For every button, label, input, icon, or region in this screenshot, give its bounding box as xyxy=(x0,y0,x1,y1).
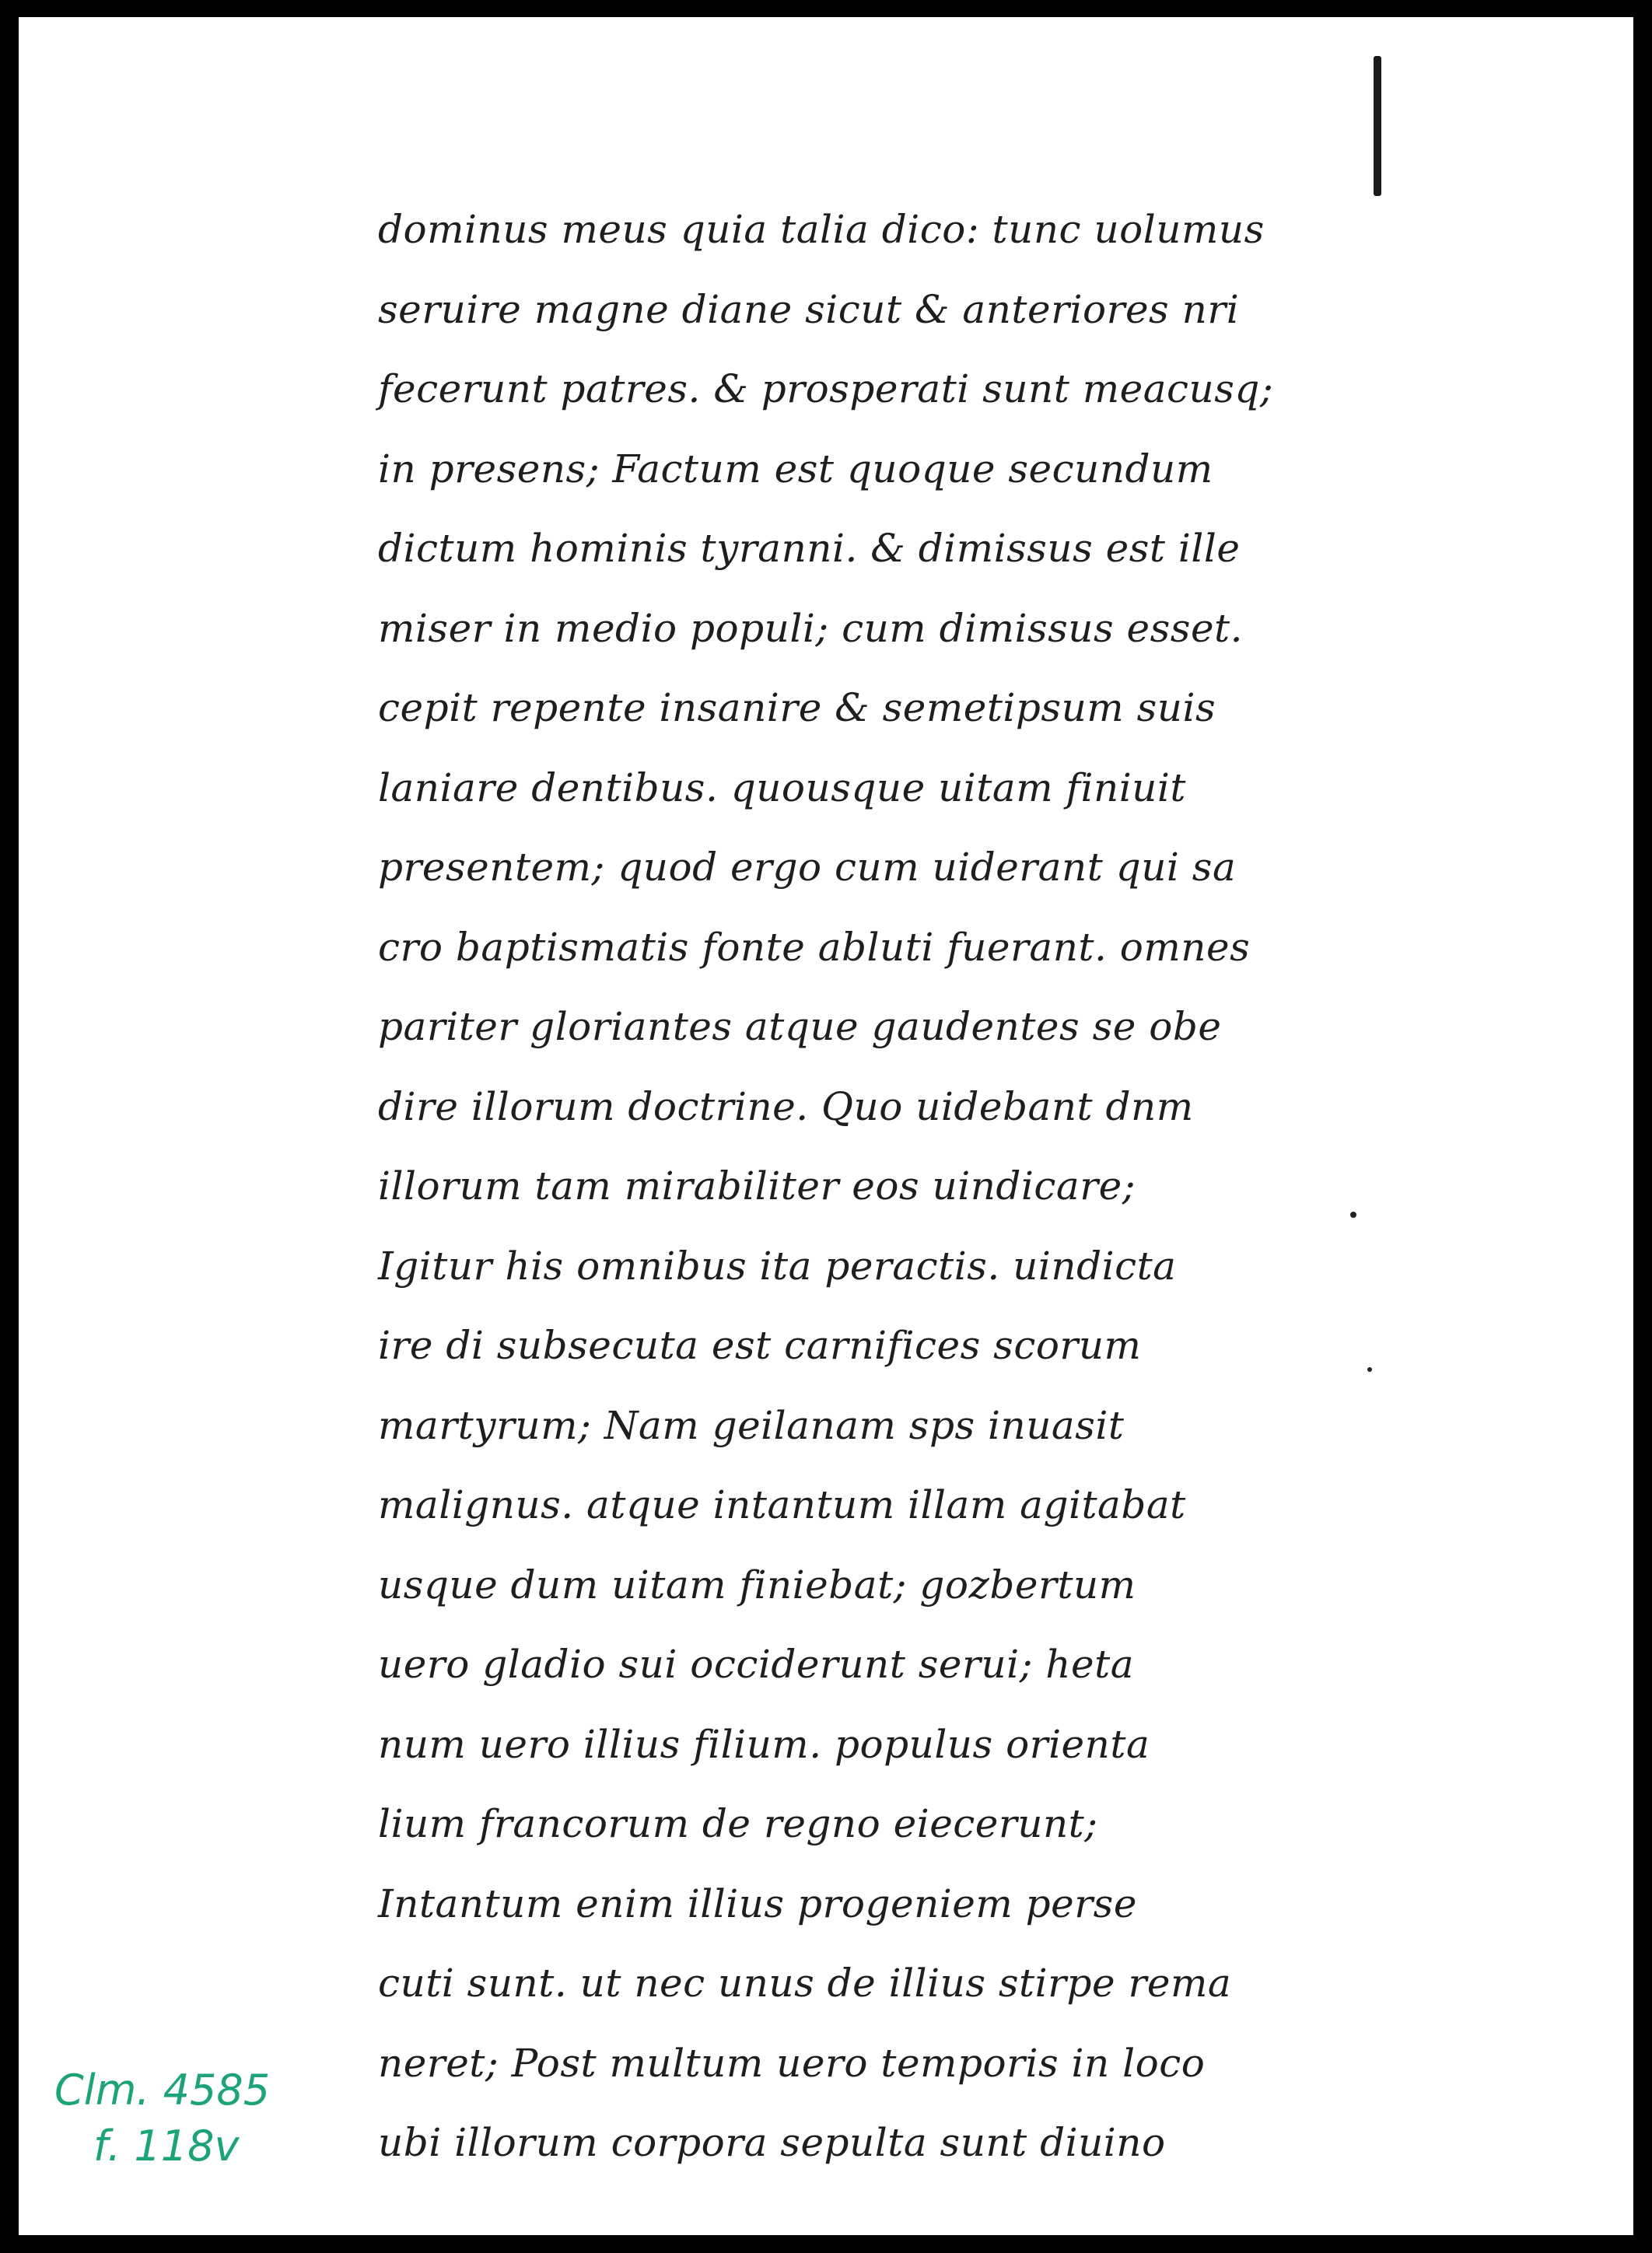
text-line-16: martyrum; Nam geilanam sps inuasit xyxy=(378,1402,1125,1448)
text-line-1: dominus meus quia talia dico: tunc uolumus xyxy=(378,207,1265,252)
text-line-18: usque dum uitam finiebat; gozbertum xyxy=(378,1562,1136,1608)
text-line-24: neret; Post multum uero temporis in loco xyxy=(378,2040,1206,2086)
text-line-10: cro baptismatis fonte abluti fuerant. omnes xyxy=(378,924,1251,970)
text-line-4: in presens; Factum est quoque secundum xyxy=(378,446,1213,492)
text-line-3: fecerunt patres. & prosperati sunt meacusq; xyxy=(378,366,1274,411)
text-line-17: malignus. atque intantum illam agitabat xyxy=(378,1482,1186,1527)
text-line-15: ire di subsecuta est carnifices scorum xyxy=(378,1323,1142,1368)
manuscript-page xyxy=(19,17,1633,2235)
text-line-20: num uero illius filium. populus orienta xyxy=(378,1721,1150,1767)
text-line-21: lium francorum de regno eiecerunt; xyxy=(378,1801,1098,1846)
page-fold-line xyxy=(1374,56,1381,196)
shelfmark-annotation xyxy=(54,2062,270,2174)
text-line-14: Igitur his omnibus ita peractis. uindicta xyxy=(378,1243,1177,1289)
ink-speck xyxy=(1350,1212,1356,1218)
ink-speck xyxy=(1367,1367,1372,1372)
text-line-19: uero gladio sui occiderunt serui; heta xyxy=(378,1642,1135,1687)
text-line-5: dictum hominis tyranni. & dimissus est ille xyxy=(378,526,1241,571)
text-line-13: illorum tam mirabiliter eos uindicare; xyxy=(378,1163,1136,1209)
text-line-22: Intantum enim illius progeniem perse xyxy=(378,1880,1137,1926)
shelfmark-line-1: Clm. 4585 xyxy=(54,2066,271,2115)
shelfmark-line-2: f. 118v xyxy=(93,2122,240,2171)
text-line-11: pariter gloriantes atque gaudentes se obe xyxy=(378,1004,1222,1049)
text-line-8: laniare dentibus. quousque uitam finiuit xyxy=(378,764,1186,810)
text-line-23: cuti sunt. ut nec unus de illius stirpe rema xyxy=(378,1961,1232,2006)
text-line-12: dire illorum doctrine. Quo uidebant dnm xyxy=(378,1083,1194,1129)
text-line-25: ubi illorum corpora sepulta sunt diuino xyxy=(378,2120,1166,2165)
text-line-6: miser in medio populi; cum dimissus esset. xyxy=(378,605,1244,651)
text-line-2: seruire magne diane sicut & anteriores nri xyxy=(378,286,1240,332)
text-line-9: presentem; quod ergo cum uiderant qui sa xyxy=(378,845,1237,890)
manuscript-text-block xyxy=(378,190,1389,2183)
text-line-7: cepit repente insanire & semetipsum suis xyxy=(378,685,1216,730)
